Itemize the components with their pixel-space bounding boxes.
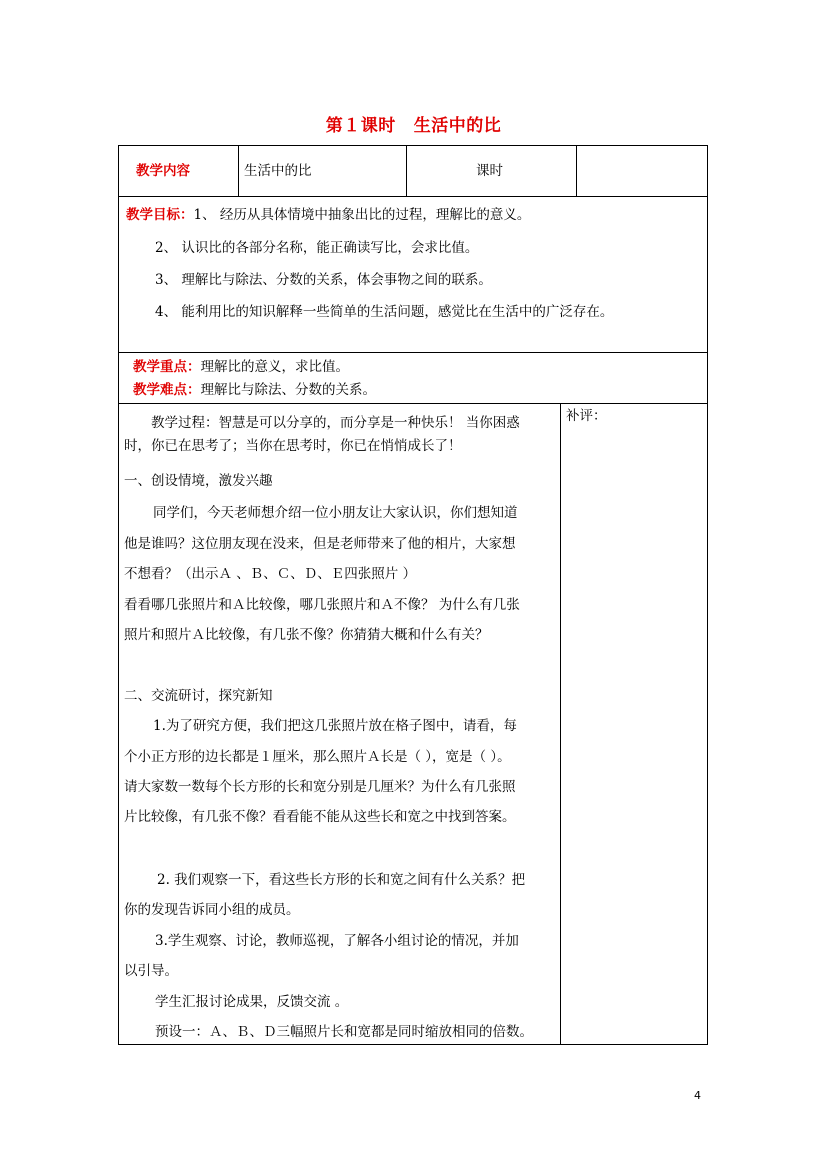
section-heading-1: 一、创设情境，激发兴趣 xyxy=(124,473,273,489)
process-line: 同学们，今天老师想介绍一位小朋友让大家认识，你们想知道 xyxy=(153,505,518,521)
header-content: 生活中的比 xyxy=(244,163,312,179)
process-line: 片比较像，有几张不像？看看能不能从这些长和宽之中找到答案。 xyxy=(124,809,516,825)
section-heading-2: 二、交流研讨，探究新知 xyxy=(124,688,273,704)
process-line: 时，你已在思考了；当你在思考时，你已在悄悄成长了！ xyxy=(124,438,462,454)
title-lesson-name: 生活中的比 xyxy=(413,116,502,136)
process-line: 你的发现告诉同小组的成员。 xyxy=(124,902,300,918)
process-line: 预设一：Ａ、Ｂ、Ｄ三幅照片长和宽都是同时缩放相同的倍数。 xyxy=(155,1024,533,1040)
process-line: 请大家数一数每个长方形的长和宽分别是几厘米？为什么有几张照 xyxy=(124,779,516,795)
title-lesson-number: 第１课时 xyxy=(325,116,396,136)
process-line: 教学过程：智慧是可以分享的，而分享是一种快乐！ 当你困惑 xyxy=(151,415,520,431)
teaching-difficulty: 教学难点：理解比与除法、分数的关系。 xyxy=(133,382,376,398)
process-line: 他是谁吗？这位朋友现在没来，但是老师带来了他的相片，大家想 xyxy=(124,536,516,552)
header-row xyxy=(118,145,708,197)
process-line: 3.学生观察、讨论，教师巡视，了解各小组讨论的情况，并加 xyxy=(155,933,519,949)
period-label: 课时 xyxy=(476,163,503,179)
process-line: 2. 我们观察一下，看这些长方形的长和宽之间有什么关系？把 xyxy=(157,872,526,888)
process-line: 照片和照片Ａ比较像，有几张不像？你猜猜大概和什么有关？ xyxy=(124,627,489,643)
process-line: 1.为了研究方便，我们把这几张照片放在格子图中，请看，每 xyxy=(153,718,517,734)
objective-item-4: 4、 能利用比的知识解释一些简单的生活问题，感觉比在生活中的广泛存在。 xyxy=(155,304,614,320)
page-title xyxy=(0,111,827,136)
process-line: 以引导。 xyxy=(124,963,178,979)
process-line: 学生汇报讨论成果，反馈交流 。 xyxy=(155,994,349,1010)
header-label: 教学内容 xyxy=(136,163,190,179)
objective-item-2: 2、 认识比的各部分名称，能正确读写比，会求比值。 xyxy=(155,240,479,256)
process-line: 看看哪几张照片和Ａ比较像，哪几张照片和Ａ不像？ 为什么有几张 xyxy=(124,597,520,613)
page-number: 4 xyxy=(694,1089,701,1102)
objectives-label: 教学目标： xyxy=(126,207,194,223)
process-line: 个小正方形的边长都是１厘米，那么照片Ａ长是（ ），宽是（ ）。 xyxy=(124,749,511,765)
process-line: 不想看？（出示Ａ 、Ｂ、Ｃ、Ｄ、Ｅ四张照片 ） xyxy=(124,566,417,582)
objective-item-1: 教学目标：1、 经历从具体情境中抽象出比的过程，理解比的意义。 xyxy=(126,207,531,223)
teaching-focus: 教学重点：理解比的意义，求比值。 xyxy=(133,359,349,375)
objective-item-3: 3、 理解比与除法、分数的关系，体会事物之间的联系。 xyxy=(155,272,492,288)
comment-label: 补评： xyxy=(566,408,607,424)
